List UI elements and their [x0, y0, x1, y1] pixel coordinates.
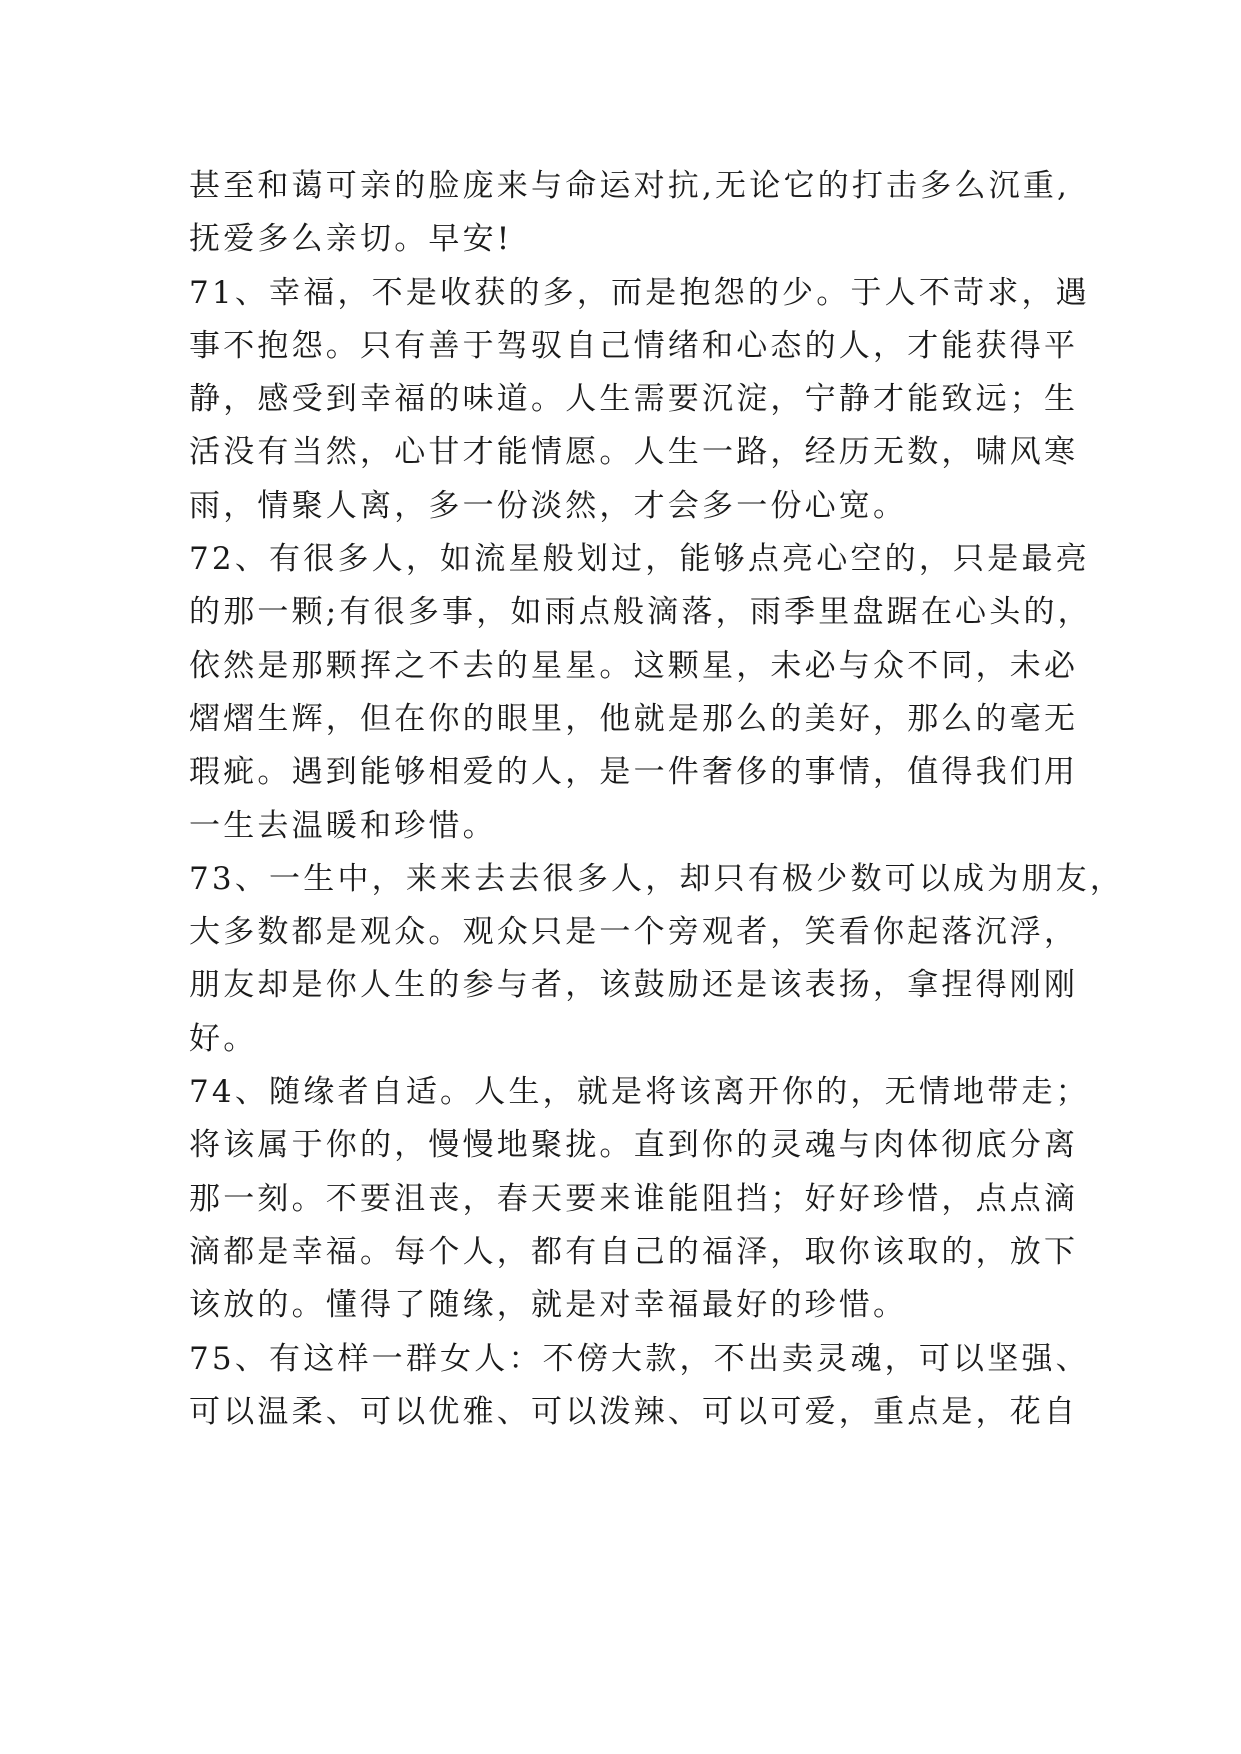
text-line: 可以温柔、可以优雅、可以泼辣、可以可爱，重点是，花自: [189, 1393, 1079, 1430]
text-line: 那一刻。不要沮丧，春天要来谁能阻挡；好好珍惜，点点滴: [189, 1180, 1079, 1217]
text-line: 事不抱怨。只有善于驾驭自己情绪和心态的人，才能获得平: [189, 327, 1079, 364]
text-line: 朋友却是你人生的参与者，该鼓励还是该表扬，拿捏得刚刚: [189, 967, 1079, 1004]
text-line: 静，感受到幸福的味道。人生需要沉淀，宁静才能致远；生: [189, 381, 1079, 418]
text-line: 的那一颗;有很多事，如雨点般滴落，雨季里盘踞在心头的，: [189, 594, 1092, 631]
paragraph-75-start: 75、有这样一群女人：不傍大款，不出卖灵魂，可以坚强、: [189, 1340, 1090, 1377]
text-line: 甚至和蔼可亲的脸庞来与命运对抗,无论它的打击多么沉重,: [189, 168, 1071, 204]
paragraph-74-start: 74、随缘者自适。人生，就是将该离开你的，无情地带走；: [189, 1074, 1090, 1111]
text-line: 将该属于你的，慢慢地聚拢。直到你的灵魂与肉体彻底分离: [189, 1127, 1079, 1164]
paragraph-73-start: 73、一生中，来来去去很多人，却只有极少数可以成为朋友，: [189, 860, 1125, 897]
text-line: 好。: [189, 1020, 258, 1057]
paragraph-72-start: 72、有很多人，如流星般划过，能够点亮心空的，只是最亮: [189, 541, 1090, 578]
text-line: 熠熠生辉，但在你的眼里，他就是那么的美好，那么的毫无: [189, 700, 1079, 737]
body-text: [189, 160, 1125, 1439]
text-line: 雨，情聚人离，多一份淡然，才会多一份心宽。: [189, 487, 908, 524]
text-line: 活没有当然，心甘才能情愿。人生一路，经历无数，啸风寒: [189, 434, 1079, 471]
text-line: 该放的。懂得了随缘，就是对幸福最好的珍惜。: [189, 1287, 908, 1324]
text-line: 一生去温暖和珍惜。: [189, 807, 497, 844]
paragraph-71-start: 71、幸福，不是收获的多，而是抱怨的少。于人不苛求，遇: [189, 274, 1090, 311]
text-line: 瑕疵。遇到能够相爱的人，是一件奢侈的事情，值得我们用: [189, 754, 1079, 791]
text-line: 滴都是幸福。每个人，都有自己的福泽，取你该取的，放下: [189, 1233, 1079, 1270]
text-line: 抚爱多么亲切。早安!: [189, 221, 513, 258]
text-line: 依然是那颗挥之不去的星星。这颗星，未必与众不同，未必: [189, 647, 1079, 684]
text-line: 大多数都是观众。观众只是一个旁观者，笑看你起落沉浮，: [189, 914, 1079, 951]
